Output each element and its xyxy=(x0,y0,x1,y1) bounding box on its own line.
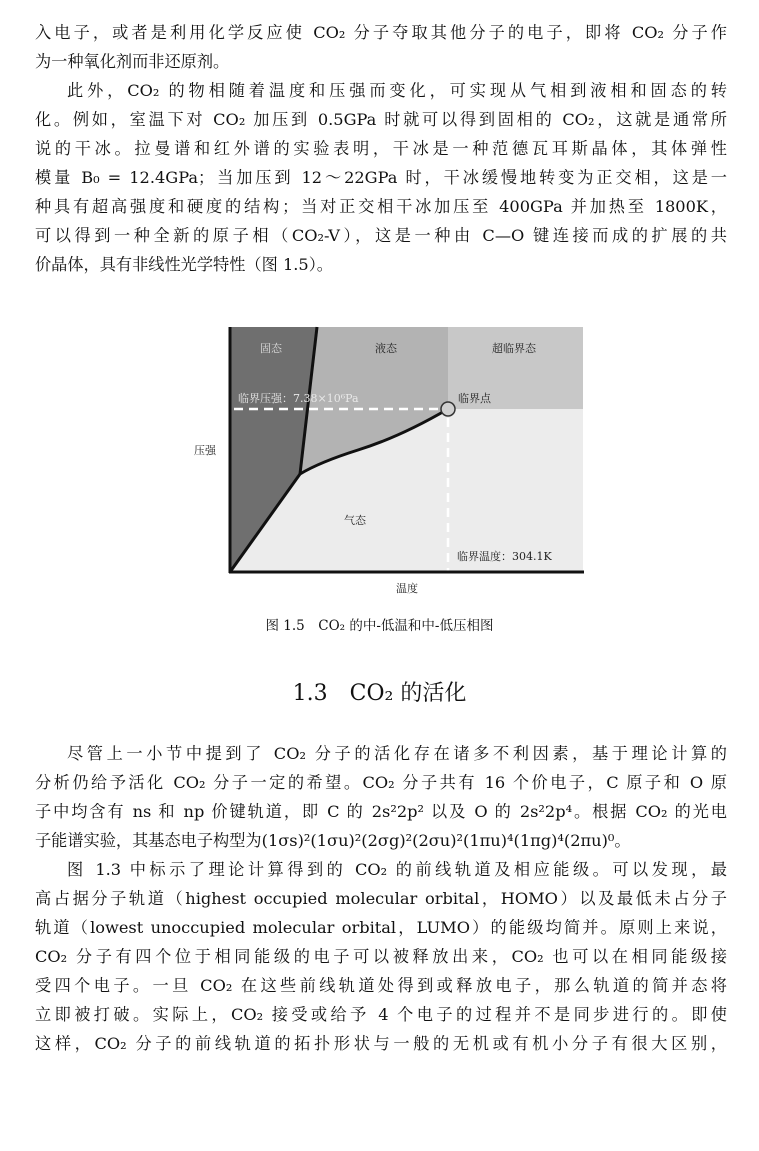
text-line: 种具有超高强度和硬度的结构；当对正交相干冰加压至 400GPa 并加热至 1800K， xyxy=(35,197,727,216)
text-line: 立即被打破。实际上，CO₂ 接受或给予 4 个电子的过程并不是同步进行的。即使 xyxy=(35,1005,727,1024)
paragraph-phase xyxy=(35,76,727,279)
liquid-label: 液态 xyxy=(375,342,397,355)
text-line: 模量 B₀ = 12.4GPa；当加压到 12～22GPa 时，干冰缓慢地转变为正交相，这是一 xyxy=(35,168,727,187)
text-line: 分析仍给予活化 CO₂ 分子一定的希望。CO₂ 分子共有 16 个价电子，C 原子和 O 原 xyxy=(35,773,727,792)
paragraph-frontier-orbitals xyxy=(35,855,727,1058)
gas-label: 气态 xyxy=(344,514,366,527)
paragraph-continuation xyxy=(35,18,727,76)
text-line: 入电子，或者是利用化学反应使 CO₂ 分子夺取其他分子的电子，即将 CO₂ 分子作 xyxy=(35,23,727,42)
y-axis-label: 压强 xyxy=(194,444,216,457)
paragraph-activation xyxy=(35,739,727,855)
text-line: CO₂ 分子有四个位于相同能级的电子可以被释放出来，CO₂ 也可以在相同能级接 xyxy=(35,947,727,966)
text-line: 受四个电子。一旦 CO₂ 在这些前线轨道处得到或释放电子，那么轨道的简并态将 xyxy=(35,976,727,995)
text-line: 此外，CO₂ 的物相随着温度和压强而变化，可实现从气相到液相和固态的转 xyxy=(67,81,727,100)
text-line: 这样，CO₂ 分子的前线轨道的拓扑形状与一般的无机或有机小分子有很大区别， xyxy=(35,1034,727,1053)
text-line: 轨道（lowest unoccupied molecular orbital，LUMO）的能级均简并。原则上来说， xyxy=(35,918,727,937)
critical-temperature-label: 临界温度：304.1K xyxy=(457,550,552,563)
x-axis-label: 温度 xyxy=(396,582,418,595)
text-line: 图 1.3 中标示了理论计算得到的 CO₂ 的前线轨道及相应能级。可以发现，最 xyxy=(67,860,727,879)
critical-point-label: 临界点 xyxy=(458,392,491,405)
supercritical-label: 超临界态 xyxy=(492,342,536,355)
critical-pressure-label: 临界压强：7.38×10⁶Pa xyxy=(238,392,359,405)
text-line: 可以得到一种全新的原子相（CO₂-V），这是一种由 C—O 键连接而成的扩展的共 xyxy=(35,226,727,245)
text-line: 说的干冰。拉曼谱和红外谱的实验表明，干冰是一种范德瓦耳斯晶体，其体弹性 xyxy=(35,139,727,158)
text-line: 子中均含有 ns 和 np 价键轨道，即 C 的 2s²2p² 以及 O 的 2s²2p⁴。根据 CO₂ 的光电 xyxy=(35,802,727,821)
text-line: 高占据分子轨道（highest occupied molecular orbital，HOMO）以及最低未占分子 xyxy=(35,889,727,908)
text-line: 子能谱实验，其基态电子构型为(1σs)²(1σu)²(2σg)²(2σu)²(1πu)⁴(1πg)⁴(2πu)⁰。 xyxy=(35,831,631,850)
phase-diagram-figure xyxy=(190,322,590,602)
solid-label: 固态 xyxy=(260,342,282,355)
text-line: 化。例如，室温下对 CO₂ 加压到 0.5GPa 时就可以得到固相的 CO₂，这就是通常所 xyxy=(35,110,727,129)
critical-point-marker xyxy=(441,402,455,416)
text-line: 为一种氧化剂而非还原剂。 xyxy=(35,52,230,71)
text-line: 尽管上一小节中提到了 CO₂ 分子的活化存在诸多不利因素，基于理论计算的 xyxy=(67,744,727,763)
section-heading: 1.3 CO₂ 的活化 xyxy=(292,681,467,706)
text-line: 价晶体，具有非线性光学特性（图 1.5）。 xyxy=(35,255,333,274)
figure-caption: 图 1.5 CO₂ 的中-低温和中-低压相图 xyxy=(265,618,494,634)
